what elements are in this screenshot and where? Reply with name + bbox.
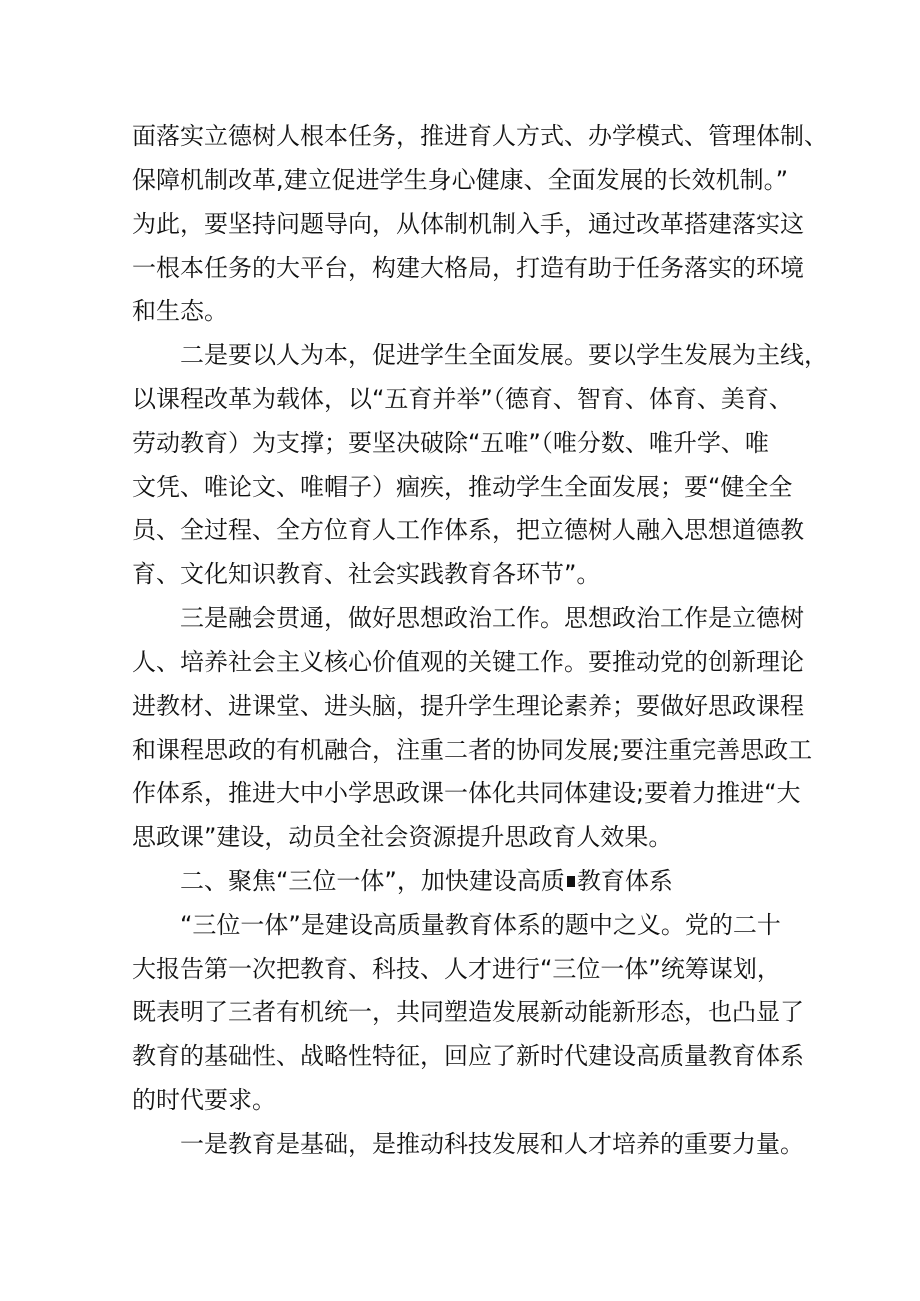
p4-line-4: 教育的基础性、战略性特征，回应了新时代建设高质量教育体系 <box>132 1042 804 1070</box>
section-heading-after: 教育体系 <box>576 867 673 895</box>
p5-line-1: 一是教育是基础，是推动科技发展和人才培养的重要力量。 <box>180 1130 804 1158</box>
p2-line-6: 育、文化知识教育、社会实践教育各环节”。 <box>132 560 601 588</box>
missing-glyph-square-icon <box>567 876 575 887</box>
p1-line-5: 和生态。 <box>132 297 228 325</box>
p1-line-2: 保障机制改革,建立促进学生身心健康、全面发展的长效机制。” <box>132 166 789 194</box>
p3-line-2: 人、培养社会主义核心价值观的关键工作。要推动党的创新理论 <box>132 648 804 676</box>
p2-line-3: 劳动教育）为支撑；要坚决破除“五唯”（唯分数、唯升学、唯 <box>132 429 769 457</box>
p2-line-2: 以课程改革为载体，以“五育并举”（德育、智育、体育、美育、 <box>132 385 793 413</box>
p3-line-3: 进教材、进课堂、进头脑，提升学生理论素养；要做好思政课程 <box>132 692 804 720</box>
p2-line-4: 文凭、唯论文、唯帽子）痼疾，推动学生全面发展；要“健全全 <box>132 473 793 501</box>
p3-line-6: 思政课”建设，动员全社会资源提升思政育人效果。 <box>132 823 673 851</box>
p2-line-1: 二是要以人为本，促进学生全面发展。要以学生发展为主线， <box>180 341 828 369</box>
p3-line-5: 作体系，推进大中小学思政课一体化共同体建设;要着力推进“大 <box>132 779 801 807</box>
p4-line-5: 的时代要求。 <box>132 1086 276 1114</box>
p4-line-2: 大报告第一次把教育、科技、人才进行“三位一体”统筹谋划， <box>132 955 781 983</box>
p4-line-3: 既表明了三者有机统一，共同塑造发展新动能新形态，也凸显了 <box>132 998 804 1026</box>
section-heading-before: 二、聚焦“三位一体”，加快建设高质 <box>180 867 565 895</box>
p2-line-5: 员、全过程、全方位育人工作体系，把立德树人融入思想道德教 <box>132 516 804 544</box>
p4-line-1: “三位一体”是建设高质量教育体系的题中之义。党的二十 <box>180 911 781 939</box>
p1-line-3: 为此，要坚持问题导向，从体制机制入手，通过改革搭建落实这 <box>132 210 804 238</box>
p1-line-1: 面落实立德树人根本任务，推进育人方式、办学模式、管理体制、 <box>132 122 828 150</box>
section-heading <box>180 864 860 898</box>
p3-line-1: 三是融会贯通，做好思想政治工作。思想政治工作是立德树 <box>180 604 804 632</box>
p1-line-4: 一根本任务的大平台，构建大格局，打造有助于任务落实的环境 <box>132 254 804 282</box>
p3-line-4: 和课程思政的有机融合，注重二者的协同发展;要注重完善思政工 <box>132 736 813 764</box>
